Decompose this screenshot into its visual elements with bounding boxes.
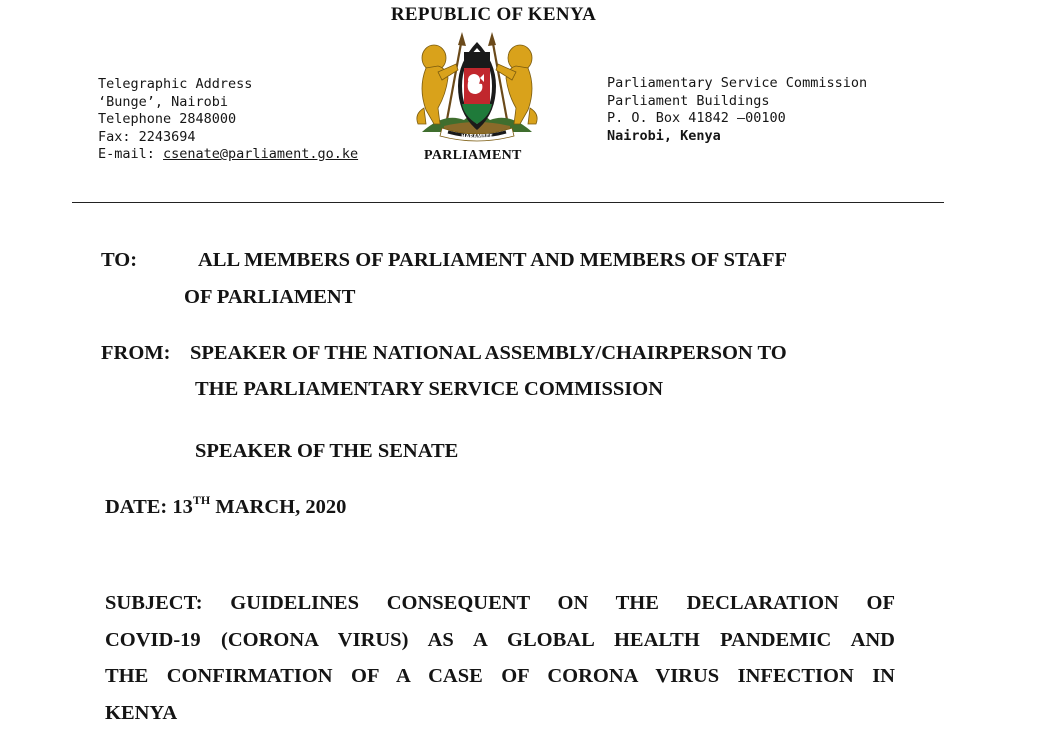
date-line [105, 493, 347, 519]
to-recipients-line2: OF PARLIAMENT [184, 286, 356, 308]
telegraphic-value: ‘Bunge’, Nairobi [98, 93, 229, 110]
header-divider [72, 202, 944, 203]
from-label: FROM: [101, 342, 171, 364]
republic-heading: REPUBLIC OF KENYA [390, 4, 597, 25]
po-box: P. O. Box 41842 –00100 [607, 110, 786, 126]
date-suffix: TH [192, 493, 211, 507]
fax: Fax: 2243694 [98, 128, 196, 145]
email-line [98, 146, 358, 164]
from-sender-line1: SPEAKER OF THE NATIONAL ASSEMBLY/CHAIRPERSON TO [190, 342, 787, 364]
date-day: 13 [172, 496, 193, 518]
city: Nairobi, Kenya [607, 127, 721, 144]
subject-line-4: KENYA [105, 701, 178, 724]
telegraphic-address: Telegraphic Address [98, 76, 253, 92]
to-recipients-line1: ALL MEMBERS OF PARLIAMENT AND MEMBERS OF STAFF [198, 249, 788, 271]
subject-line-2: COVID-19 (CORONA VIRUS) AS A GLOBAL HEALTH PANDEMIC AND [105, 628, 895, 651]
date-rest: MARCH, 2020 [215, 496, 347, 518]
coat-of-arms-emblem [404, 28, 550, 144]
building-name: Parliament Buildings [607, 92, 770, 109]
emblem-label: PARLIAMENT [424, 148, 522, 163]
date-label: DATE: [105, 496, 168, 518]
motto-text: HARAMBEE [461, 134, 493, 140]
right-contact-block [607, 75, 867, 145]
subject-line-1: SUBJECT: GUIDELINES CONSEQUENT ON THE DECLARATION OF [105, 592, 895, 614]
left-contact-block [98, 76, 358, 164]
email-link[interactable]: csenate@parliament.go.ke [163, 146, 359, 162]
email-prefix: E-mail: [98, 146, 164, 162]
to-label: TO: [101, 249, 138, 271]
subject-line-3: THE CONFIRMATION OF A CASE OF CORONA VIRUS INFECTION IN [105, 665, 895, 687]
from-sender-line2: THE PARLIAMENTARY SERVICE COMMISSION [195, 378, 664, 400]
telephone: Telephone 2848000 [98, 111, 237, 127]
subject-block [105, 585, 895, 731]
from-sender-line3: SPEAKER OF THE SENATE [195, 440, 459, 462]
commission-name: Parliamentary Service Commission [607, 75, 868, 91]
